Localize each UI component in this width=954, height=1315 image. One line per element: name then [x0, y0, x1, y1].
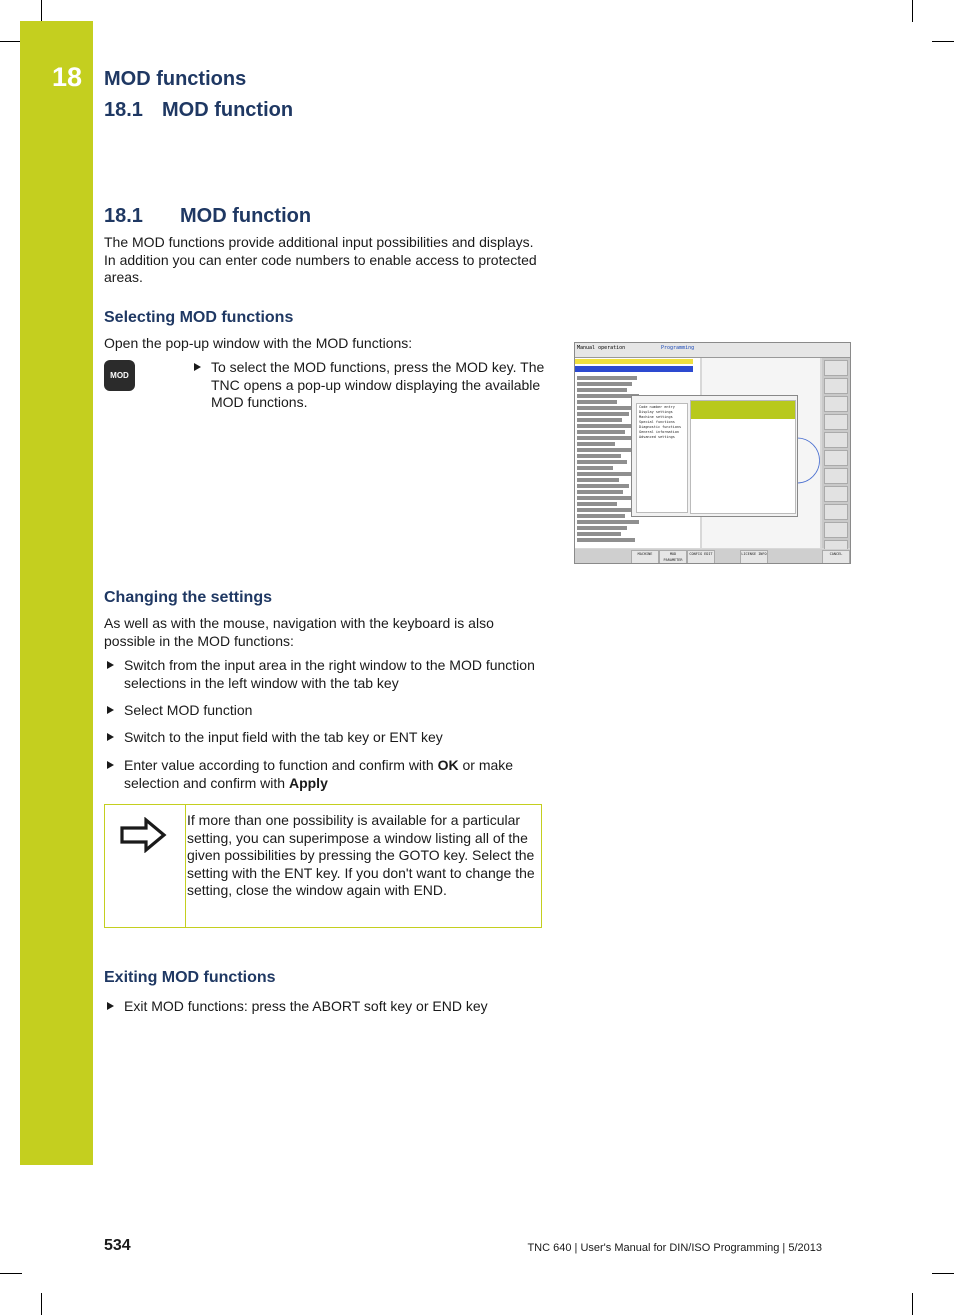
popup-item: General information [639, 430, 680, 434]
crop-mark [912, 1293, 913, 1315]
popup-item: Display settings [639, 410, 673, 414]
section-number: 18.1 [104, 205, 143, 227]
chapter-number: 18 [52, 62, 83, 92]
crop-mark [41, 1293, 42, 1315]
selecting-text: Open the pop-up window with the MOD functions: [104, 335, 413, 351]
running-header-section-number: 18.1 [104, 99, 143, 121]
changing-bullet-text: Switch from the input area in the right window to the MOD function selections in the left window with the tab key [124, 657, 535, 691]
softkey: CONFIG EDIT [687, 550, 715, 564]
screenshot-popup-panel [690, 400, 796, 514]
bullet-arrow-icon [194, 363, 201, 371]
changing-bullet-text-pre: Enter value according to function and confirm with [124, 757, 438, 773]
softkey: LICENSE INFO [740, 550, 768, 564]
section-heading [104, 205, 311, 228]
mod-key-icon: MOD [104, 360, 135, 391]
screenshot-popup-list [636, 403, 688, 513]
note-text: If more than one possibility is available for a particular setting, you can superimpose a window listing all of the given possibilities by pressing the GOTO key. Select the setting with the ENT key. If you don't want to change the setting, close the window again with END. [187, 812, 535, 899]
note-arrow-icon [119, 817, 169, 853]
screenshot-mode-manual: Manual operation [577, 345, 626, 351]
section-title: MOD function [180, 205, 312, 227]
crop-mark [912, 0, 913, 22]
note-divider [185, 804, 186, 928]
page-number: 534 [104, 1237, 131, 1254]
changing-bullet-text: Switch to the input field with the tab key or ENT key [124, 729, 443, 745]
selecting-bullet [191, 359, 545, 412]
selecting-heading: Selecting MOD functions [104, 309, 294, 326]
softkey: CANCEL [822, 550, 850, 564]
screenshot-mode-programming: Programming [661, 345, 695, 351]
softkey: MOD PARAMETER [659, 550, 687, 564]
crop-mark [0, 41, 22, 42]
changing-bullet [104, 657, 544, 692]
crop-mark [0, 1273, 22, 1274]
exiting-heading: Exiting MOD functions [104, 969, 276, 986]
bullet-arrow-icon [107, 761, 114, 769]
running-header-section-title: MOD function [162, 99, 294, 121]
running-header-chapter: MOD functions [104, 68, 247, 90]
popup-item: Advanced settings [639, 435, 675, 439]
apply-keyword: Apply [288, 774, 328, 791]
changing-bullet [104, 729, 544, 747]
intro-paragraph: The MOD functions provide additional input possibilities and displays. In addition you can enter code numbers to enable access to protected areas. [104, 234, 537, 286]
changing-bullet [104, 757, 544, 792]
exiting-bullet-text: Exit MOD functions: press the ABORT soft key or END key [124, 998, 488, 1014]
screenshot-topbar [575, 343, 850, 358]
crop-mark [41, 0, 42, 22]
softkey: MACHINE [631, 550, 659, 564]
selecting-bullet-text: To select the MOD functions, press the MOD key. The TNC opens a pop-up window displaying the available MOD functions. [211, 359, 545, 411]
bullet-arrow-icon [107, 706, 114, 714]
running-header-section [104, 99, 293, 122]
popup-item: Diagnostic functions [639, 425, 682, 429]
bullet-arrow-icon [107, 733, 114, 741]
changing-bullet-text: Select MOD function [124, 702, 253, 718]
screenshot-side-softkeys [822, 358, 850, 548]
popup-item: Special functions [639, 420, 675, 424]
changing-heading: Changing the settings [104, 589, 272, 606]
exiting-bullet [104, 998, 544, 1016]
changing-text: As well as with the mouse, navigation with the keyboard is also possible in the MOD functions: [104, 615, 494, 649]
popup-item: Machine settings [639, 415, 673, 419]
bullet-arrow-icon [107, 661, 114, 669]
crop-mark [932, 1273, 954, 1274]
bullet-arrow-icon [107, 1002, 114, 1010]
footer-text: TNC 640 | User's Manual for DIN/ISO Programming | 5/2013 [527, 1242, 822, 1254]
changing-bullet-text-mid: or make selection and confirm with [124, 757, 514, 791]
popup-item: Code number entry [639, 405, 675, 409]
crop-mark [932, 41, 954, 42]
changing-bullet [104, 702, 544, 720]
tnc-screenshot [574, 342, 851, 564]
screenshot-mod-popup [631, 395, 798, 517]
ok-keyword: OK [437, 757, 459, 773]
chapter-sidebar [20, 21, 93, 1165]
screenshot-bottom-softkeys [575, 549, 850, 563]
